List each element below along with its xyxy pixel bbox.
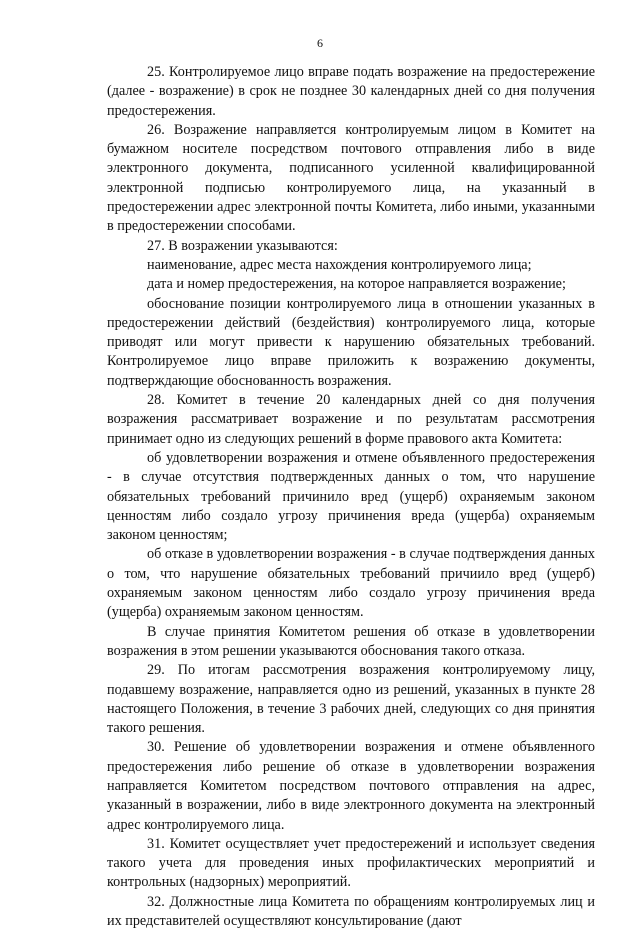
- paragraph-25: 25. Контролируемое лицо вправе подать возражение на предостережение (далее - возражение) в срок не позднее 30 календарных дней со дня получения предостережения.: [107, 64, 595, 119]
- paragraph-26: 26. Возражение направляется контролируемым лицом в Комитет на бумажном носителе посредством почтового отправления либо в виде электронного документа, подписанного усиленной квалифицированной электронной подписью контролируемого лица, на указанный в предостережении адрес электронной почты Комитета, либо иными, указанными в предостережении способами.: [107, 121, 595, 235]
- paragraph-28: 28. Комитет в течение 20 календарных дней со дня получения возражения рассматривает возражение и по результатам рассмотрения принимает одно из следующих решений в форме правового акта Комитета:: [107, 392, 595, 447]
- paragraph-27-item-name: наименование, адрес места нахождения контролируемого лица;: [147, 256, 532, 273]
- paragraph-28-item-refuse: об отказе в удовлетворении возражения - в случае подтверждения данных о том, что нарушение обязательных требований причиило вред (ущерб) охраняемым законом ценностям либо создало угрозу причинения вреда (ущерба) охраняемым законом ценностям.: [107, 546, 595, 621]
- document-body: [107, 63, 595, 931]
- paragraph-31: 31. Комитет осуществляет учет предостережений и использует сведения такого учета для проведения иных профилактических мероприятий и контрольных (надзорных) мероприятий.: [107, 835, 595, 891]
- paragraph-27-item-date: дата и номер предостережения, на которое направляется возражение;: [147, 276, 566, 293]
- paragraph-32: 32. Должностные лица Комитета по обращениям контролируемых лиц и их представителей осуществляют консультирование (дают: [107, 893, 595, 930]
- paragraph-29: 29. По итогам рассмотрения возражения контролируемому лицу, подавшему возражение, направляется одно из решений, указанных в пункте 28 настоящего Положения, в течение 3 рабочих дней, следующих со дня принятия такого решения.: [107, 662, 595, 737]
- paragraph-28-refusal-note: В случае принятия Комитетом решения об отказе в удовлетворении возражения в этом решении указываются обоснования такого отказа.: [107, 623, 595, 659]
- paragraph-27-item-justification: обоснование позиции контролируемого лица в отношении указанных в предостережении действий (бездействия) контролируемого лица, которые приводят или могут привести к нарушению обязательных требований. Контролируемое лицо вправе приложить к возражению документы, подтверждающие обоснованность возражения.: [107, 295, 595, 389]
- paragraph-30: 30. Решение об удовлетворении возражения и отмене объявленного предостережения либо решение об отказе в удовлетворении возражения направляется Комитетом посредством почтового отправления на адрес, указанный в возражении, либо в виде электронного документа на электронный адрес контролируемого лица.: [107, 739, 595, 833]
- paragraph-28-item-satisfy: об удовлетворении возражения и отмене объявленного предостережения - в случае отсутствия подтвержденных данных о том, что нарушение обязательных требований причинило вред (ущерб) охраняемым законом ценностям либо создало угрозу причинения вреда (ущерба) охраняемым законом ценностям;: [107, 449, 595, 544]
- page-number: 6: [317, 36, 323, 50]
- paragraph-27: 27. В возражении указываются:: [147, 237, 338, 254]
